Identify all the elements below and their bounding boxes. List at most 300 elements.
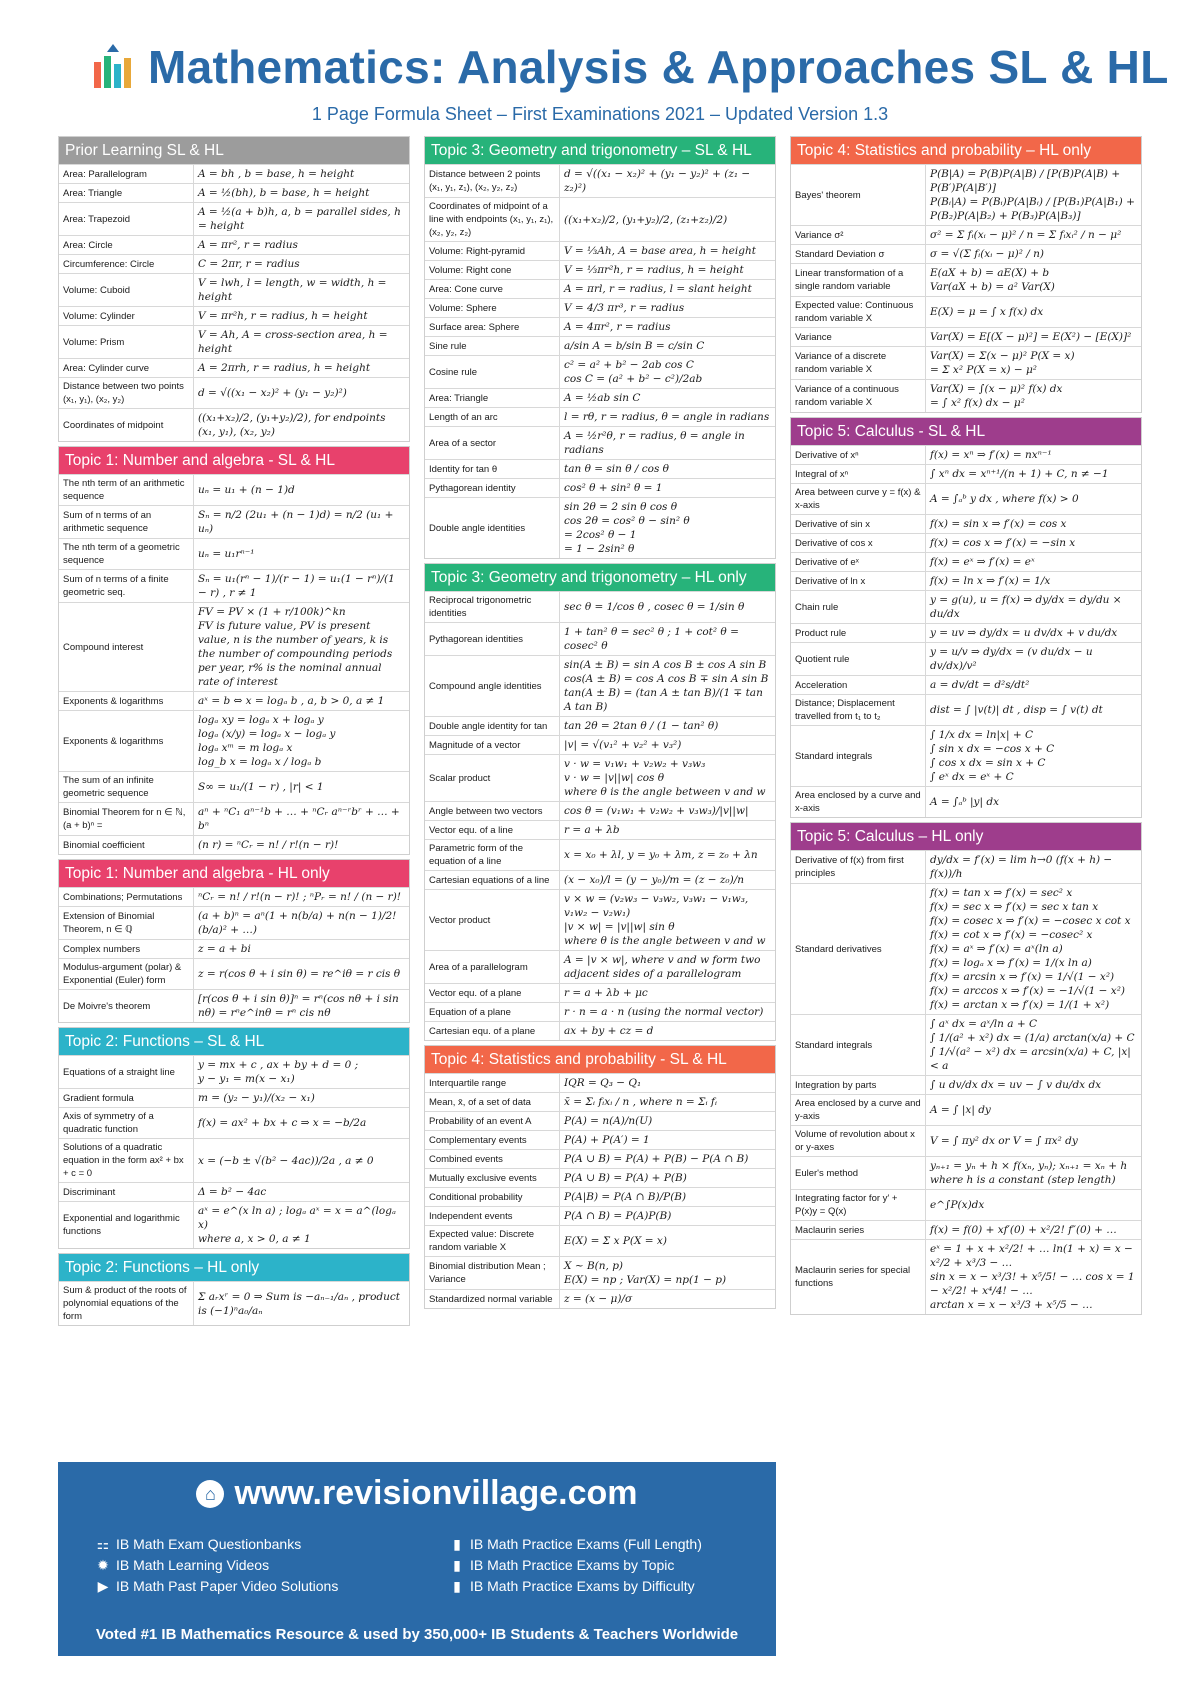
- formula-section: [58, 1027, 410, 1249]
- formula-expression: r = a + λb + μc: [560, 984, 776, 1003]
- page-subtitle: 1 Page Formula Sheet – First Examinations 2021 – Updated Version 1.3: [311, 104, 889, 124]
- formula-label: Distance between 2 points (x₁, y₁, z₁), (x₂, y₂, z₂): [425, 165, 560, 198]
- formula-expression: sec θ = 1/cos θ , cosec θ = 1/sin θ: [560, 592, 776, 623]
- formula-row: [791, 534, 1141, 553]
- formula-expression: a = dv/dt = d²s/dt²: [926, 676, 1142, 695]
- formula-row: [791, 1015, 1141, 1076]
- formula-label: Mutually exclusive events: [425, 1169, 560, 1188]
- formula-section: [790, 417, 1142, 818]
- formula-label: Exponents & logarithms: [59, 692, 194, 711]
- formula-label: Compound angle identities: [425, 656, 560, 717]
- formula-expression: V = πr²h, r = radius, h = height: [194, 307, 410, 326]
- formula-expression: ((x₁+x₂)/2, (y₁+y₂)/2), for endpoints (x₁, y₁), (x₂, y₂): [194, 409, 410, 442]
- formula-label: Identity for tan θ: [425, 460, 560, 479]
- formula-expression: v · w = v₁w₁ + v₂w₂ + v₃w₃ v · w = |v||w| cos θ where θ is the angle between v and w: [560, 755, 776, 802]
- formula-row: [425, 717, 775, 736]
- formula-expression: A = ∫ₐᵇ |y| dx: [926, 787, 1142, 818]
- formula-expression: C = 2πr, r = radius: [194, 255, 410, 274]
- website-link[interactable]: [58, 1474, 776, 1513]
- formula-label: Equations of a straight line: [59, 1056, 194, 1089]
- page-title: Mathematics: Analysis & Approaches SL & HL: [148, 41, 1169, 93]
- formula-label: Reciprocal trigonometric identities: [425, 592, 560, 623]
- formula-label: Exponents & logarithms: [59, 711, 194, 772]
- formula-row: [791, 695, 1141, 726]
- formula-label: Area: Cone curve: [425, 280, 560, 299]
- link-past-paper-videos[interactable]: ▶ IB Math Past Paper Video Solutions: [96, 1576, 338, 1597]
- formula-row: [425, 984, 775, 1003]
- formula-row: [791, 328, 1141, 347]
- formula-label: Derivative of cos x: [791, 534, 926, 553]
- formula-expression: P(A|B) = P(A ∩ B)/P(B): [560, 1188, 776, 1207]
- formula-row: [59, 1282, 409, 1326]
- formula-row: [425, 165, 775, 198]
- formula-expression: ∫ aˣ dx = aˣ/ln a + C ∫ 1/(a² + x²) dx = (1/a) arctan(x/a) + C ∫ 1/√(a² − x²) dx = arcsin(x/a) + C, |x| < a: [926, 1015, 1142, 1076]
- formula-label: Integrating factor for y′ + P(x)y = Q(x): [791, 1190, 926, 1221]
- formula-label: Binomial Theorem for n ∈ ℕ, (a + b)ⁿ =: [59, 803, 194, 836]
- column-right: [790, 136, 1142, 1319]
- formula-row: [791, 1190, 1141, 1221]
- formula-label: Variance: [791, 328, 926, 347]
- formula-label: Area: Cylinder curve: [59, 359, 194, 378]
- formula-row: [791, 1076, 1141, 1095]
- link-questionbanks[interactable]: ⚏ IB Math Exam Questionbanks: [96, 1534, 338, 1555]
- formula-label: Pythagorean identity: [425, 479, 560, 498]
- formula-row: [425, 890, 775, 951]
- section-title: Topic 2: Functions – HL only: [59, 1254, 409, 1281]
- formula-label: Volume: Right-pyramid: [425, 242, 560, 261]
- formula-row: [791, 591, 1141, 624]
- formula-expression: uₙ = u₁ + (n − 1)d: [194, 475, 410, 506]
- formula-label: Area enclosed by a curve and y-axis: [791, 1095, 926, 1126]
- link-practice-difficulty[interactable]: ▮ IB Math Practice Exams by Difficulty: [450, 1576, 702, 1597]
- formula-expression: P(A ∪ B) = P(A) + P(B): [560, 1169, 776, 1188]
- formula-row: [59, 1139, 409, 1183]
- section-title: Topic 5: Calculus - SL & HL: [791, 418, 1141, 445]
- formula-label: Cartesian equ. of a plane: [425, 1022, 560, 1041]
- formula-expression: A = πrl, r = radius, l = slant height: [560, 280, 776, 299]
- formula-section: [790, 822, 1142, 1315]
- formula-label: Vector equ. of a plane: [425, 984, 560, 1003]
- formula-label: Discriminant: [59, 1183, 194, 1202]
- link-learning-videos[interactable]: ✹ IB Math Learning Videos: [96, 1555, 338, 1576]
- formula-row: [791, 726, 1141, 787]
- formula-expression: dist = ∫ |v(t)| dt , disp = ∫ v(t) dt: [926, 695, 1142, 726]
- formula-label: Variance of a continuous random variable X: [791, 380, 926, 413]
- formula-section: [424, 136, 776, 559]
- formula-row: [791, 297, 1141, 328]
- formula-expression: x = x₀ + λl, y = y₀ + λm, z = z₀ + λn: [560, 840, 776, 871]
- formula-expression: IQR = Q₃ − Q₁: [560, 1074, 776, 1093]
- formula-expression: [r(cos θ + i sin θ)]ⁿ = rⁿ(cos nθ + i sin nθ) = rⁿe^inθ = rⁿ cis nθ: [194, 990, 410, 1023]
- formula-expression: cos θ = (v₁w₁ + v₂w₂ + v₃w₃)/|v||w|: [560, 802, 776, 821]
- formula-label: Double angle identity for tan: [425, 717, 560, 736]
- formula-expression: y = u/v ⇒ dy/dx = (v du/dx − u dv/dx)/v²: [926, 643, 1142, 676]
- formula-row: [791, 484, 1141, 515]
- formula-label: The nth term of an arithmetic sequence: [59, 475, 194, 506]
- formula-row: [425, 1022, 775, 1041]
- formula-label: Linear transformation of a single random variable: [791, 264, 926, 297]
- formula-label: Compound interest: [59, 603, 194, 692]
- formula-expression: f(x) = tan x ⇒ f′(x) = sec² x f(x) = sec x ⇒ f′(x) = sec x tan x f(x) = cosec x ⇒ f′(x) = −cosec x cot x f(x) = cot x ⇒ f′(x) = −cosec² x f(x) = aˣ ⇒ f′(x) = aˣ(ln a) f(x) = logₐ x ⇒ f′(x) = 1/(x ln a) f(x) = arcsin x ⇒ f′(x) = 1/√(1 − x²) f(x) = arccos x ⇒ f′(x) = −1/√(1 − x²) f(x) = arctan x ⇒ f′(x) = 1/(1 + x²): [926, 884, 1142, 1015]
- formula-row: [59, 711, 409, 772]
- formula-expression: f(x) = f(0) + xf′(0) + x²/2! f″(0) + …: [926, 1221, 1142, 1240]
- formula-row: [59, 409, 409, 442]
- formula-label: Acceleration: [791, 676, 926, 695]
- formula-row: [425, 261, 775, 280]
- formula-expression: f(x) = ax² + bx + c ⇒ x = −b/2a: [194, 1108, 410, 1139]
- formula-row: [425, 592, 775, 623]
- formula-row: [425, 498, 775, 559]
- formula-section: [58, 446, 410, 855]
- formula-label: Expected value: Continuous random variable X: [791, 297, 926, 328]
- formula-label: Parametric form of the equation of a line: [425, 840, 560, 871]
- formula-label: Vector product: [425, 890, 560, 951]
- formula-expression: FV = PV × (1 + r/100k)^kn FV is future value, PV is present value, n is the number of years, k is the number of compounding periods per year, r% is the nominal annual rate of interest: [194, 603, 410, 692]
- formula-expression: E(X) = μ = ∫ x f(x) dx: [926, 297, 1142, 328]
- formula-row: [425, 479, 775, 498]
- formula-row: [59, 326, 409, 359]
- formula-row: [791, 245, 1141, 264]
- column-left: [58, 136, 410, 1330]
- section-title: Topic 4: Statistics and probability – HL only: [791, 137, 1141, 164]
- formula-table: [425, 591, 775, 1040]
- formula-expression: v × w = (v₂w₃ − v₃w₂, v₃w₁ − v₁w₃, v₁w₂ − v₂w₁) |v × w| = |v||w| sin θ where θ is the angle between v and w: [560, 890, 776, 951]
- formula-row: [59, 274, 409, 307]
- formula-label: Area: Parallelogram: [59, 165, 194, 184]
- formula-label: Integral of xⁿ: [791, 465, 926, 484]
- section-title: Topic 2: Functions – SL & HL: [59, 1028, 409, 1055]
- formula-row: [425, 1112, 775, 1131]
- formula-expression: f(x) = xⁿ ⇒ f′(x) = nxⁿ⁻¹: [926, 446, 1142, 465]
- formula-label: Standard derivatives: [791, 884, 926, 1015]
- formula-expression: P(B|A) = P(B)P(A|B) / [P(B)P(A|B) + P(B′)P(A|B′)] P(Bᵢ|A) = P(Bᵢ)P(A|Bᵢ) / [P(B₁)P(A|B₁) + P(B₂)P(A|B₂) + P(B₃)P(A|B₃)]: [926, 165, 1142, 226]
- formula-expression: σ² = Σ fᵢ(xᵢ − μ)² / n = Σ fᵢxᵢ² / n − μ²: [926, 226, 1142, 245]
- voted-tagline: Voted #1 IB Mathematics Resource & used by 350,000+ IB Students & Teachers Worldwide: [95, 1626, 739, 1643]
- formula-row: [59, 184, 409, 203]
- formula-row: [791, 380, 1141, 413]
- formula-label: Area enclosed by a curve and x-axis: [791, 787, 926, 818]
- formula-label: Area of a sector: [425, 427, 560, 460]
- formula-expression: (a + b)ⁿ = aⁿ(1 + n(b/a) + n(n − 1)/2! (b/a)² + …): [194, 907, 410, 940]
- formula-row: [59, 772, 409, 803]
- formula-expression: E(aX + b) = aE(X) + b Var(aX + b) = a² Var(X): [926, 264, 1142, 297]
- formula-expression: c² = a² + b² − 2ab cos C cos C = (a² + b² − c²)/2ab: [560, 356, 776, 389]
- formula-expression: X ~ B(n, p) E(X) = np ; Var(X) = np(1 − p): [560, 1257, 776, 1290]
- formula-expression: m = (y₂ − y₁)/(x₂ − x₁): [194, 1089, 410, 1108]
- formula-expression: ((x₁+x₂)/2, (y₁+y₂)/2, (z₁+z₂)/2): [560, 198, 776, 242]
- formula-label: Double angle identities: [425, 498, 560, 559]
- formula-row: [425, 1131, 775, 1150]
- column-middle: [424, 136, 776, 1313]
- formula-expression: aⁿ + ⁿC₁ aⁿ⁻¹b + … + ⁿCᵣ aⁿ⁻ʳbʳ + … + bⁿ: [194, 803, 410, 836]
- formula-label: Gradient formula: [59, 1089, 194, 1108]
- formula-expression: V = 4/3 πr³, r = radius: [560, 299, 776, 318]
- formula-table: [59, 887, 409, 1022]
- formula-row: [425, 427, 775, 460]
- formula-expression: f(x) = ln x ⇒ f′(x) = 1/x: [926, 572, 1142, 591]
- section-title: Topic 3: Geometry and trigonometry – SL & HL: [425, 137, 775, 164]
- formula-table: [59, 164, 409, 441]
- formula-row: [425, 1169, 775, 1188]
- link-practice-topic[interactable]: ▮ IB Math Practice Exams by Topic: [450, 1555, 702, 1576]
- formula-expression: Sₙ = u₁(rⁿ − 1)/(r − 1) = u₁(1 − rⁿ)/(1 − r) , r ≠ 1: [194, 570, 410, 603]
- formula-expression: A = ∫ |x| dy: [926, 1095, 1142, 1126]
- section-title: Topic 5: Calculus – HL only: [791, 823, 1141, 850]
- formula-label: Length of an arc: [425, 408, 560, 427]
- formula-expression: E(X) = Σ x P(X = x): [560, 1226, 776, 1257]
- formula-row: [59, 236, 409, 255]
- hierarchy-icon: ⚏: [96, 1536, 110, 1552]
- formula-expression: Sₙ = n/2 (2u₁ + (n − 1)d) = n/2 (u₁ + uₙ): [194, 506, 410, 539]
- formula-expression: tan θ = sin θ / cos θ: [560, 460, 776, 479]
- formula-label: Axis of symmetry of a quadratic function: [59, 1108, 194, 1139]
- formula-expression: A = |v × w|, where v and w form two adjacent sides of a parallelogram: [560, 951, 776, 984]
- formula-label: Area: Triangle: [425, 389, 560, 408]
- formula-expression: A = πr², r = radius: [194, 236, 410, 255]
- formula-row: [425, 337, 775, 356]
- formula-row: [425, 736, 775, 755]
- formula-label: Probability of an event A: [425, 1112, 560, 1131]
- formula-row: [791, 515, 1141, 534]
- formula-expression: ax + by + cz = d: [560, 1022, 776, 1041]
- formula-label: Cosine rule: [425, 356, 560, 389]
- formula-expression: l = rθ, r = radius, θ = angle in radians: [560, 408, 776, 427]
- formula-expression: f(x) = cos x ⇒ f′(x) = −sin x: [926, 534, 1142, 553]
- formula-row: [425, 299, 775, 318]
- formula-row: [425, 871, 775, 890]
- formula-expression: V = ⅓Ah, A = base area, h = height: [560, 242, 776, 261]
- formula-row: [791, 1095, 1141, 1126]
- formula-expression: yₙ₊₁ = yₙ + h × f(xₙ, yₙ); xₙ₊₁ = xₙ + h where h is a constant (step length): [926, 1157, 1142, 1190]
- section-title: Prior Learning SL & HL: [59, 137, 409, 164]
- formula-label: Equation of a plane: [425, 1003, 560, 1022]
- formula-expression: x = (−b ± √(b² − 4ac))/2a , a ≠ 0: [194, 1139, 410, 1183]
- formula-expression: x̄ = Σᵢ fᵢxᵢ / n , where n = Σᵢ fᵢ: [560, 1093, 776, 1112]
- formula-section: [424, 563, 776, 1041]
- formula-row: [425, 951, 775, 984]
- formula-row: [59, 1089, 409, 1108]
- footer-links-left: [96, 1534, 338, 1597]
- formula-expression: A = ½(a + b)h, a, b = parallel sides, h = height: [194, 203, 410, 236]
- section-title: Topic 1: Number and algebra - HL only: [59, 860, 409, 887]
- formula-row: [59, 203, 409, 236]
- formula-label: Volume of revolution about x or y-axes: [791, 1126, 926, 1157]
- formula-label: Derivative of ln x: [791, 572, 926, 591]
- formula-expression: f(x) = sin x ⇒ f′(x) = cos x: [926, 515, 1142, 534]
- formula-row: [59, 959, 409, 990]
- formula-expression: r = a + λb: [560, 821, 776, 840]
- formula-label: Binomial coefficient: [59, 836, 194, 855]
- formula-label: Derivative of sin x: [791, 515, 926, 534]
- formula-expression: σ = √(Σ fᵢ(xᵢ − μ)² / n): [926, 245, 1142, 264]
- formula-row: [59, 1202, 409, 1249]
- formula-label: The nth term of a geometric sequence: [59, 539, 194, 570]
- formula-label: Independent events: [425, 1207, 560, 1226]
- formula-label: Euler's method: [791, 1157, 926, 1190]
- formula-expression: Δ = b² − 4ac: [194, 1183, 410, 1202]
- formula-row: [791, 643, 1141, 676]
- formula-row: [425, 1207, 775, 1226]
- formula-label: Solutions of a quadratic equation in the form ax² + bx + c = 0: [59, 1139, 194, 1183]
- formula-expression: aˣ = e^(x ln a) ; logₐ aˣ = x = a^(logₐ x) where a, x > 0, a ≠ 1: [194, 1202, 410, 1249]
- formula-label: Pythagorean identities: [425, 623, 560, 656]
- formula-row: [791, 553, 1141, 572]
- formula-label: Maclaurin series: [791, 1221, 926, 1240]
- formula-expression: |v| = √(v₁² + v₂² + v₃²): [560, 736, 776, 755]
- formula-label: Coordinates of midpoint: [59, 409, 194, 442]
- formula-expression: y = uv ⇒ dy/dx = u dv/dx + v du/dx: [926, 624, 1142, 643]
- formula-label: Bayes' theorem: [791, 165, 926, 226]
- formula-row: [59, 1056, 409, 1089]
- formula-label: Area: Triangle: [59, 184, 194, 203]
- formula-expression: y = g(u), u = f(x) ⇒ dy/dx = dy/du × du/dx: [926, 591, 1142, 624]
- formula-label: Interquartile range: [425, 1074, 560, 1093]
- formula-expression: (x − x₀)/l = (y − y₀)/m = (z − z₀)/n: [560, 871, 776, 890]
- formula-row: [791, 264, 1141, 297]
- formula-expression: r · n = a · n (using the normal vector): [560, 1003, 776, 1022]
- formula-row: [425, 389, 775, 408]
- formula-expression: Var(X) = Σ(x − μ)² P(X = x) = Σ x² P(X = x) − μ²: [926, 347, 1142, 380]
- formula-row: [425, 802, 775, 821]
- formula-row: [425, 755, 775, 802]
- formula-label: Distance; Displacement travelled from t₁ to t₂: [791, 695, 926, 726]
- formula-label: Exponential and logarithmic functions: [59, 1202, 194, 1249]
- formula-expression: Var(X) = E[(X − μ)²] = E(X²) − [E(X)]²: [926, 328, 1142, 347]
- formula-row: [791, 884, 1141, 1015]
- formula-expression: dy/dx = f′(x) = lim h→0 (f(x + h) − f(x))/h: [926, 851, 1142, 884]
- formula-row: [791, 624, 1141, 643]
- formula-label: Surface area: Sphere: [425, 318, 560, 337]
- formula-row: [59, 907, 409, 940]
- formula-expression: (n r) = ⁿCᵣ = n! / r!(n − r)!: [194, 836, 410, 855]
- formula-expression: ∫ u dv/dx dx = uv − ∫ v du/dx dx: [926, 1076, 1142, 1095]
- formula-label: Derivative of xⁿ: [791, 446, 926, 465]
- formula-label: Mean, x̄, of a set of data: [425, 1093, 560, 1112]
- formula-row: [425, 656, 775, 717]
- formula-row: [791, 1126, 1141, 1157]
- formula-label: Volume: Right cone: [425, 261, 560, 280]
- formula-label: Complementary events: [425, 1131, 560, 1150]
- formula-label: Vector equ. of a line: [425, 821, 560, 840]
- formula-row: [425, 198, 775, 242]
- formula-row: [59, 475, 409, 506]
- formula-expression: d = √((x₁ − x₂)² + (y₁ − y₂)² + (z₁ − z₂)²): [560, 165, 776, 198]
- formula-label: Volume: Prism: [59, 326, 194, 359]
- formula-label: Coordinates of midpoint of a line with endpoints (x₁, y₁, z₁), (x₂, y₂, z₂): [425, 198, 560, 242]
- formula-label: Volume: Cuboid: [59, 274, 194, 307]
- formula-label: Maclaurin series for special functions: [791, 1240, 926, 1315]
- formula-row: [59, 307, 409, 326]
- formula-row: [425, 1003, 775, 1022]
- formula-row: [425, 1074, 775, 1093]
- formula-table: [791, 164, 1141, 412]
- formula-label: Circumference: Circle: [59, 255, 194, 274]
- formula-section: [790, 136, 1142, 413]
- formula-expression: aˣ = b ⇔ x = logₐ b , a, b > 0, a ≠ 1: [194, 692, 410, 711]
- formula-expression: f(x) = eˣ ⇒ f′(x) = eˣ: [926, 553, 1142, 572]
- formula-expression: A = 4πr², r = radius: [560, 318, 776, 337]
- formula-row: [425, 408, 775, 427]
- formula-section: [424, 1045, 776, 1309]
- formula-expression: P(A) + P(A′) = 1: [560, 1131, 776, 1150]
- formula-label: Cartesian equations of a line: [425, 871, 560, 890]
- formula-label: Derivative of eˣ: [791, 553, 926, 572]
- formula-table: [59, 1055, 409, 1248]
- formula-row: [59, 990, 409, 1023]
- formula-expression: A = 2πrh, r = radius, h = height: [194, 359, 410, 378]
- formula-row: [425, 356, 775, 389]
- link-practice-full[interactable]: ▮ IB Math Practice Exams (Full Length): [450, 1534, 702, 1555]
- section-title: Topic 3: Geometry and trigonometry – HL only: [425, 564, 775, 591]
- formula-row: [59, 836, 409, 855]
- formula-row: [791, 572, 1141, 591]
- formula-expression: eˣ = 1 + x + x²/2! + … ln(1 + x) = x − x²/2 + x³/3 − … sin x = x − x³/3! + x⁵/5! − … cos x = 1 − x²/2! + x⁴/4! − … arctan x = x − x³/3 + x⁵/5 − …: [926, 1240, 1142, 1315]
- formula-table: [425, 1073, 775, 1308]
- formula-label: Expected value: Discrete random variable X: [425, 1226, 560, 1257]
- formula-row: [59, 359, 409, 378]
- formula-row: [791, 347, 1141, 380]
- formula-label: The sum of an infinite geometric sequence: [59, 772, 194, 803]
- formula-label: De Moivre's theorem: [59, 990, 194, 1023]
- formula-label: Sum of n terms of a finite geometric seq.: [59, 570, 194, 603]
- formula-expression: V = Ah, A = cross-section area, h = height: [194, 326, 410, 359]
- formula-row: [59, 603, 409, 692]
- formula-label: Modulus-argument (polar) & Exponential (Euler) form: [59, 959, 194, 990]
- formula-expression: Var(X) = ∫(x − μ)² f(x) dx = ∫ x² f(x) dx − μ²: [926, 380, 1142, 413]
- formula-row: [59, 378, 409, 409]
- formula-row: [59, 940, 409, 959]
- formula-row: [59, 692, 409, 711]
- formula-label: Combinations; Permutations: [59, 888, 194, 907]
- formula-expression: P(A) = n(A)/n(U): [560, 1112, 776, 1131]
- gear-icon: ✹: [97, 1557, 109, 1573]
- formula-label: Area of a parallelogram: [425, 951, 560, 984]
- formula-row: [425, 1257, 775, 1290]
- formula-row: [791, 787, 1141, 818]
- formula-expression: A = bh , b = base, h = height: [194, 165, 410, 184]
- document-icon: ▮: [453, 1578, 461, 1594]
- formula-row: [425, 280, 775, 299]
- formula-label: Sine rule: [425, 337, 560, 356]
- formula-label: Sum & product of the roots of polynomial equations of the form: [59, 1282, 194, 1326]
- formula-expression: ⁿCᵣ = n! / r!(n − r)! ; ⁿPᵣ = n! / (n − r)!: [194, 888, 410, 907]
- formula-row: [59, 803, 409, 836]
- formula-label: Derivative of f(x) from first principles: [791, 851, 926, 884]
- formula-row: [425, 1188, 775, 1207]
- formula-label: Extension of Binomial Theorem, n ∈ ℚ: [59, 907, 194, 940]
- formula-row: [791, 1157, 1141, 1190]
- formula-row: [791, 851, 1141, 884]
- formula-expression: P(A ∪ B) = P(A) + P(B) − P(A ∩ B): [560, 1150, 776, 1169]
- formula-row: [59, 1108, 409, 1139]
- formula-expression: Σ aᵣxʳ = 0 ⇒ Sum is −aₙ₋₁/aₙ , product is (−1)ⁿa₀/aₙ: [194, 1282, 410, 1326]
- formula-label: Standardized normal variable: [425, 1290, 560, 1309]
- formula-label: Chain rule: [791, 591, 926, 624]
- formula-expression: S∞ = u₁/(1 − r) , |r| < 1: [194, 772, 410, 803]
- formula-expression: ∫ xⁿ dx = xⁿ⁺¹/(n + 1) + C, n ≠ −1: [926, 465, 1142, 484]
- formula-expression: A = ½ab sin C: [560, 389, 776, 408]
- formula-row: [59, 165, 409, 184]
- revision-village-icon: ⌂: [196, 1480, 224, 1508]
- formula-expression: uₙ = u₁rⁿ⁻¹: [194, 539, 410, 570]
- formula-expression: V = lwh, l = length, w = width, h = height: [194, 274, 410, 307]
- formula-expression: e^∫P(x)dx: [926, 1190, 1142, 1221]
- formula-expression: d = √((x₁ − x₂)² + (y₁ − y₂)²): [194, 378, 410, 409]
- formula-expression: P(A ∩ B) = P(A)P(B): [560, 1207, 776, 1226]
- formula-expression: sin 2θ = 2 sin θ cos θ cos 2θ = cos² θ − sin² θ = 2cos² θ − 1 = 1 − 2sin² θ: [560, 498, 776, 559]
- formula-row: [59, 255, 409, 274]
- formula-expression: 1 + tan² θ = sec² θ ; 1 + cot² θ = cosec² θ: [560, 623, 776, 656]
